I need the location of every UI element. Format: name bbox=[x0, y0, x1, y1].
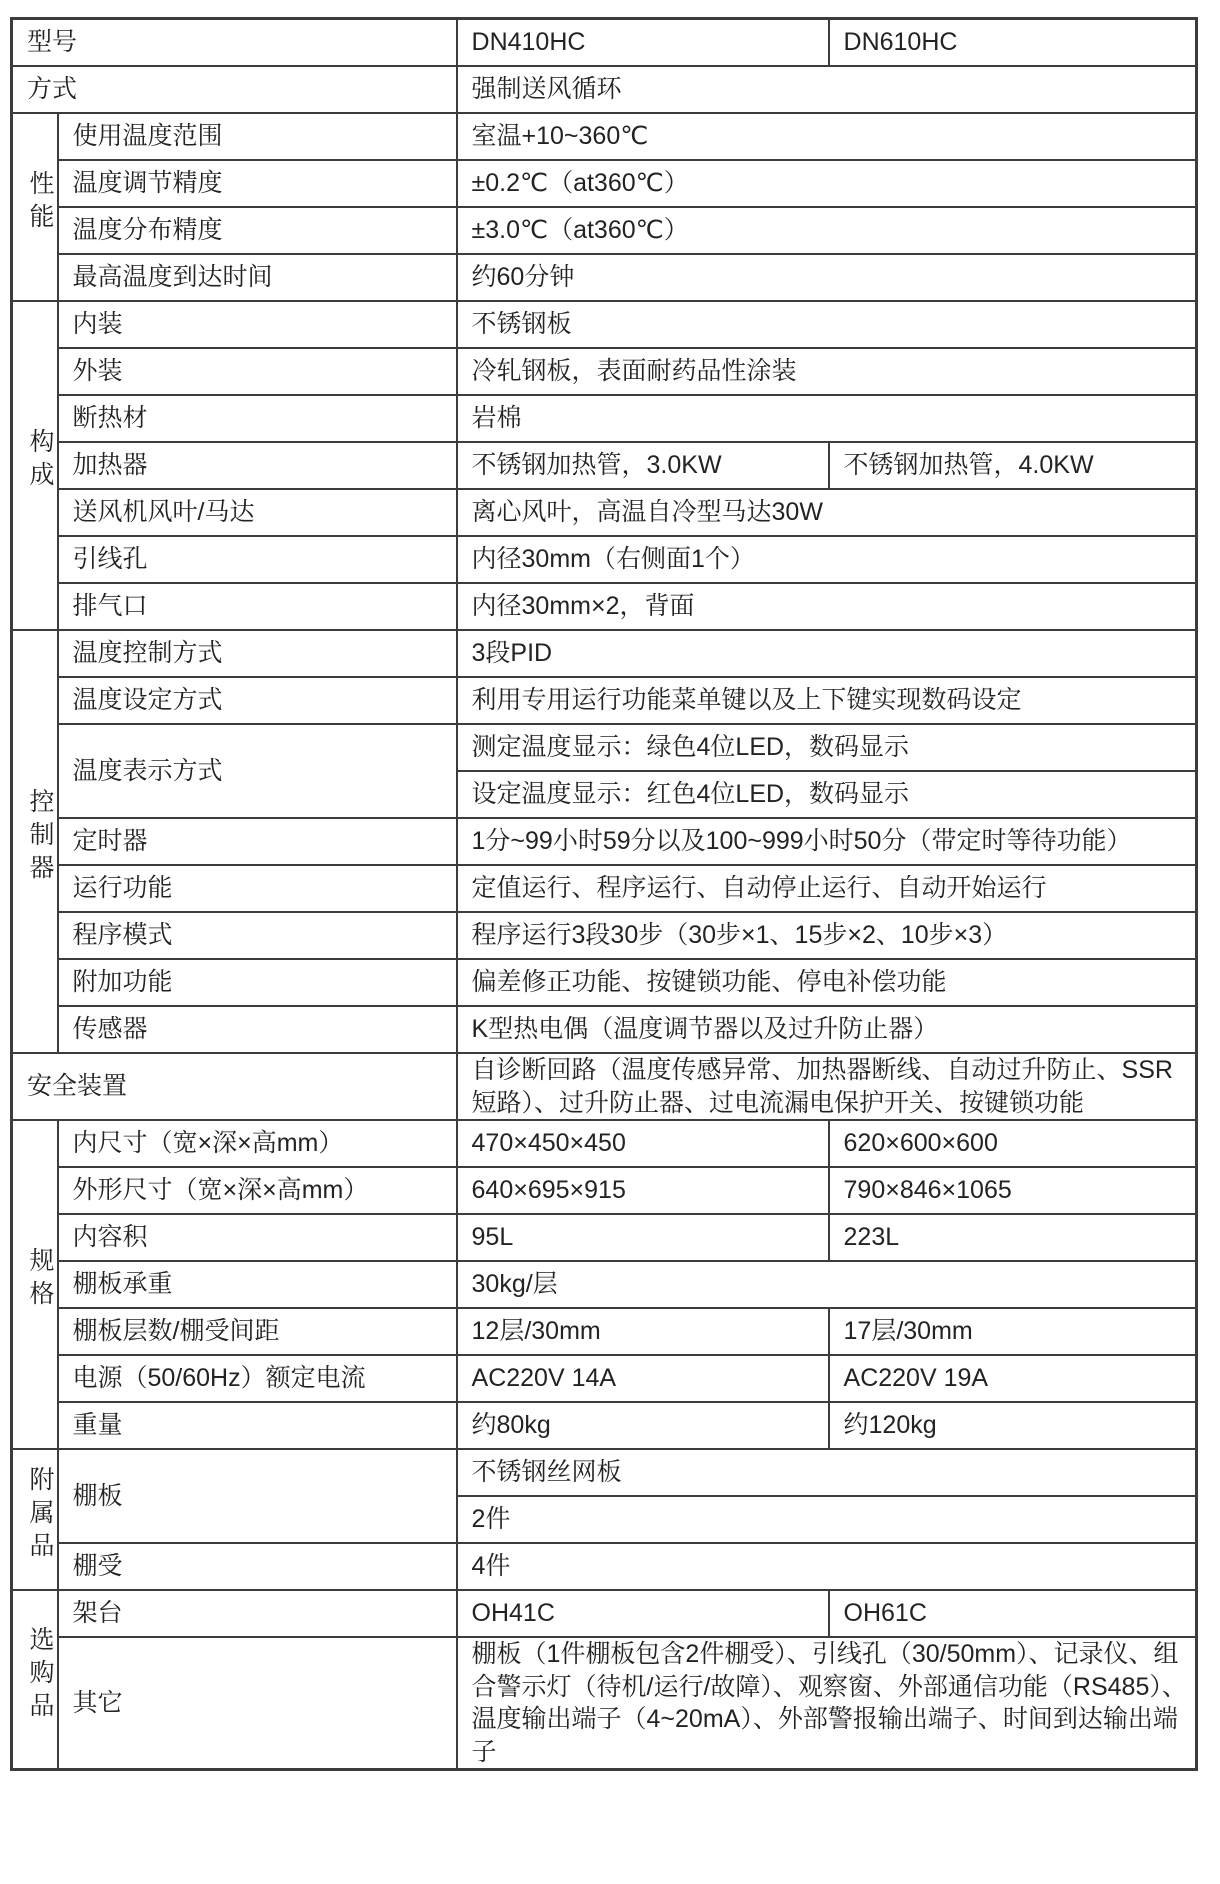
spec-row-value: 室温+10~360℃ bbox=[457, 113, 1197, 160]
table-row bbox=[12, 348, 1197, 395]
group-label-accessories: 附属品 bbox=[12, 1449, 58, 1590]
table-row bbox=[12, 912, 1197, 959]
spec-row-label: 棚受 bbox=[58, 1543, 457, 1590]
spec-row-label: 温度分布精度 bbox=[58, 207, 457, 254]
table-row bbox=[12, 724, 1197, 771]
header-row bbox=[12, 19, 1197, 67]
spec-row-value: 岩棉 bbox=[457, 395, 1197, 442]
spec-row-label: 内容积 bbox=[58, 1214, 457, 1261]
spec-row-label: 重量 bbox=[58, 1402, 457, 1449]
spec-row-value: 冷轧钢板，表面耐药品性涂装 bbox=[457, 348, 1197, 395]
spec-row-label: 棚板层数/棚受间距 bbox=[58, 1308, 457, 1355]
table-row bbox=[12, 583, 1197, 630]
spec-row-label: 温度调节精度 bbox=[58, 160, 457, 207]
spec-row-label: 最高温度到达时间 bbox=[58, 254, 457, 301]
model-b: DN610HC bbox=[829, 19, 1197, 67]
spec-row-value-b: AC220V 19A bbox=[829, 1355, 1197, 1402]
spec-row-value: 利用专用运行功能菜单键以及上下键实现数码设定 bbox=[457, 677, 1197, 724]
table-row bbox=[12, 1543, 1197, 1590]
spec-row-value-b: 17层/30mm bbox=[829, 1308, 1197, 1355]
spec-row-value-b: 约120kg bbox=[829, 1402, 1197, 1449]
spec-row-value: K型热电偶（温度调节器以及过升防止器） bbox=[457, 1006, 1197, 1053]
spec-row-label: 其它 bbox=[58, 1637, 457, 1770]
table-row bbox=[12, 630, 1197, 677]
table-row bbox=[12, 207, 1197, 254]
method-value: 强制送风循环 bbox=[457, 66, 1197, 113]
spec-row-label: 棚板 bbox=[58, 1449, 457, 1543]
spec-row-label: 加热器 bbox=[58, 442, 457, 489]
spec-row-value: 内径30mm×2，背面 bbox=[457, 583, 1197, 630]
spec-row-value-a: AC220V 14A bbox=[457, 1355, 829, 1402]
table-row bbox=[12, 1355, 1197, 1402]
spec-row-value-b: 620×600×600 bbox=[829, 1120, 1197, 1167]
spec-row-value: 程序运行3段30步（30步×1、15步×2、10步×3） bbox=[457, 912, 1197, 959]
spec-row-value: 约60分钟 bbox=[457, 254, 1197, 301]
spec-row-label: 外装 bbox=[58, 348, 457, 395]
spec-row-value-a: 不锈钢加热管，3.0KW bbox=[457, 442, 829, 489]
spec-row-value: 不锈钢丝网板 bbox=[457, 1449, 1197, 1496]
table-row bbox=[12, 1167, 1197, 1214]
method-row bbox=[12, 66, 1197, 113]
spec-row-label: 定时器 bbox=[58, 818, 457, 865]
spec-row-label: 运行功能 bbox=[58, 865, 457, 912]
table-row bbox=[12, 254, 1197, 301]
spec-row-label: 送风机风叶/马达 bbox=[58, 489, 457, 536]
table-row bbox=[12, 1261, 1197, 1308]
spec-row-value: 4件 bbox=[457, 1543, 1197, 1590]
spec-row-value-a: 12层/30mm bbox=[457, 1308, 829, 1355]
group-label-specs: 规格 bbox=[12, 1120, 58, 1449]
table-row bbox=[12, 1590, 1197, 1637]
table-row bbox=[12, 818, 1197, 865]
table-row bbox=[12, 301, 1197, 348]
model-a: DN410HC bbox=[457, 19, 829, 67]
spec-row-label: 排气口 bbox=[58, 583, 457, 630]
spec-row-label: 传感器 bbox=[58, 1006, 457, 1053]
spec-row-value: ±0.2℃（at360℃） bbox=[457, 160, 1197, 207]
spec-row-value: 内径30mm（右侧面1个） bbox=[457, 536, 1197, 583]
spec-row-value: 偏差修正功能、按键锁功能、停电补偿功能 bbox=[457, 959, 1197, 1006]
spec-row-value-a: 约80kg bbox=[457, 1402, 829, 1449]
spec-row-value-a: 470×450×450 bbox=[457, 1120, 829, 1167]
spec-row-value-b: OH61C bbox=[829, 1590, 1197, 1637]
spec-row-label: 内装 bbox=[58, 301, 457, 348]
table-row bbox=[12, 1449, 1197, 1496]
spec-row-label: 断热材 bbox=[58, 395, 457, 442]
spec-row-value: 1分~99小时59分以及100~999小时50分（带定时等待功能） bbox=[457, 818, 1197, 865]
spec-row-value: 棚板（1件棚板包含2件棚受）、引线孔（30/50mm）、记录仪、组合警示灯（待机/运行/故障）、观察窗、外部通信功能（RS485）、温度输出端子（4~20mA）、外部警报输出端子、时间到达输出端子 bbox=[457, 1637, 1197, 1770]
table-row bbox=[12, 865, 1197, 912]
table-row bbox=[12, 1402, 1197, 1449]
spec-row-label: 温度设定方式 bbox=[58, 677, 457, 724]
spec-table bbox=[10, 17, 1198, 1771]
table-row bbox=[12, 1006, 1197, 1053]
table-row bbox=[12, 959, 1197, 1006]
table-row bbox=[12, 536, 1197, 583]
spec-row-value-a: OH41C bbox=[457, 1590, 829, 1637]
spec-row-label: 使用温度范围 bbox=[58, 113, 457, 160]
safety-value: 自诊断回路（温度传感异常、加热器断线、自动过升防止、SSR短路）、过升防止器、过电流漏电保护开关、按键锁功能 bbox=[457, 1053, 1197, 1120]
spec-row-value-b: 223L bbox=[829, 1214, 1197, 1261]
spec-row-label: 外形尺寸（宽×深×高mm） bbox=[58, 1167, 457, 1214]
table-row bbox=[12, 677, 1197, 724]
spec-row-value: 设定温度显示：红色4位LED，数码显示 bbox=[457, 771, 1197, 818]
spec-row-value: ±3.0℃（at360℃） bbox=[457, 207, 1197, 254]
spec-row-label: 程序模式 bbox=[58, 912, 457, 959]
spec-row-label: 棚板承重 bbox=[58, 1261, 457, 1308]
spec-row-value: 定值运行、程序运行、自动停止运行、自动开始运行 bbox=[457, 865, 1197, 912]
table-row bbox=[12, 442, 1197, 489]
spec-row-label: 架台 bbox=[58, 1590, 457, 1637]
group-label-options: 选购品 bbox=[12, 1590, 58, 1770]
table-row bbox=[12, 1308, 1197, 1355]
spec-row-label: 温度控制方式 bbox=[58, 630, 457, 677]
spec-row-label: 电源（50/60Hz）额定电流 bbox=[58, 1355, 457, 1402]
spec-row-label: 附加功能 bbox=[58, 959, 457, 1006]
group-label-performance: 性能 bbox=[12, 113, 58, 301]
table-row bbox=[12, 113, 1197, 160]
spec-row-value-a: 95L bbox=[457, 1214, 829, 1261]
spec-row-value-b: 不锈钢加热管，4.0KW bbox=[829, 442, 1197, 489]
header-label: 型号 bbox=[12, 19, 457, 67]
table-row bbox=[12, 489, 1197, 536]
table-row bbox=[12, 1214, 1197, 1261]
spec-row-value: 2件 bbox=[457, 1496, 1197, 1543]
spec-row-label: 引线孔 bbox=[58, 536, 457, 583]
table-row bbox=[12, 160, 1197, 207]
spec-row-value: 3段PID bbox=[457, 630, 1197, 677]
table-row bbox=[12, 1120, 1197, 1167]
method-label: 方式 bbox=[12, 66, 457, 113]
safety-row bbox=[12, 1053, 1197, 1120]
group-label-construction: 构成 bbox=[12, 301, 58, 630]
spec-row-value: 30kg/层 bbox=[457, 1261, 1197, 1308]
table-row bbox=[12, 395, 1197, 442]
spec-row-value: 离心风叶，高温自冷型马达30W bbox=[457, 489, 1197, 536]
spec-row-value: 不锈钢板 bbox=[457, 301, 1197, 348]
spec-row-value-a: 640×695×915 bbox=[457, 1167, 829, 1214]
table-row bbox=[12, 1637, 1197, 1770]
spec-row-value: 测定温度显示：绿色4位LED，数码显示 bbox=[457, 724, 1197, 771]
safety-label: 安全装置 bbox=[12, 1053, 457, 1120]
spec-row-value-b: 790×846×1065 bbox=[829, 1167, 1197, 1214]
spec-row-label: 温度表示方式 bbox=[58, 724, 457, 818]
spec-row-label: 内尺寸（宽×深×高mm） bbox=[58, 1120, 457, 1167]
group-label-controller: 控制器 bbox=[12, 630, 58, 1053]
